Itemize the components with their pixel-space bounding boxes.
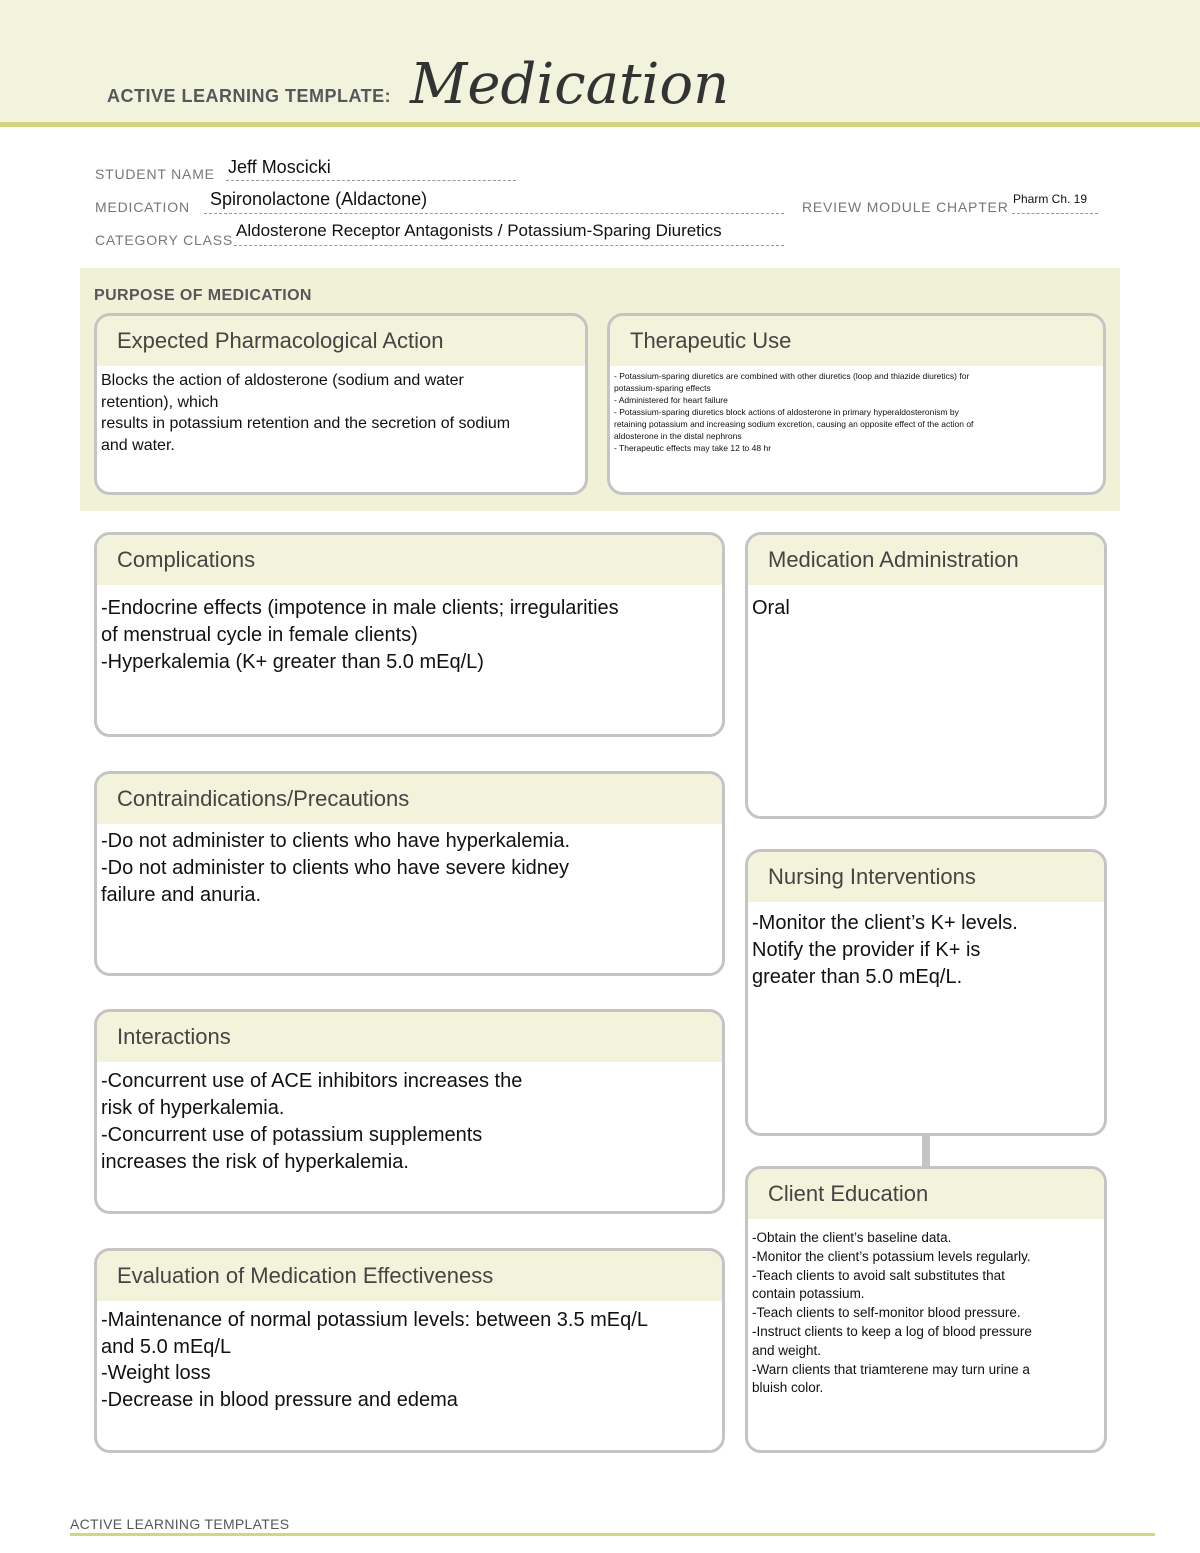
template-label: ACTIVE LEARNING TEMPLATE: <box>107 86 392 106</box>
complications-box <box>94 532 725 737</box>
client-education-line: -Monitor the client’s potassium levels regularly. <box>752 1248 1031 1264</box>
medication-field[interactable]: Spironolactone (Aldactone) <box>210 189 428 209</box>
client-education-line: -Teach clients to self-monitor blood pressure. <box>752 1305 1021 1321</box>
interactions-line: risk of hyperkalemia. <box>101 1097 285 1119</box>
contraindications-line: failure and anuria. <box>101 884 262 906</box>
therapeutic-use-heading: Therapeutic Use <box>610 316 1103 366</box>
footer-rule <box>70 1533 1155 1536</box>
evaluation-line: -Decrease in blood pressure and edema <box>101 1388 458 1411</box>
client-education-line: -Teach clients to avoid salt substitutes that <box>752 1267 1005 1283</box>
therapeutic-use-line: retaining potassium and increasing sodium excretion, causing an opposite effect of the action of <box>614 419 974 429</box>
footer-text: ACTIVE LEARNING TEMPLATES <box>70 1516 290 1532</box>
therapeutic-use-line: aldosterone in the distal nephrons <box>614 431 742 441</box>
therapeutic-use-line: potassium-sparing effects <box>614 383 711 393</box>
therapeutic-use-line: - Therapeutic effects may take 12 to 48 hr <box>614 443 772 453</box>
student-name-label: STUDENT NAME <box>95 166 215 182</box>
box-connector <box>922 1134 930 1166</box>
header-rule <box>0 122 1200 127</box>
expected-action-line: and water. <box>101 436 175 454</box>
interactions-line: -Concurrent use of potassium supplements <box>101 1124 483 1146</box>
evaluation-heading: Evaluation of Medication Effectiveness <box>97 1251 722 1301</box>
category-class-line <box>234 245 784 246</box>
administration-line: Oral <box>752 597 790 619</box>
client-education-line: -Obtain the client’s baseline data. <box>752 1230 952 1245</box>
administration-heading: Medication Administration <box>748 535 1104 585</box>
client-education-line: and weight. <box>752 1342 822 1358</box>
contraindications-box <box>94 771 725 976</box>
expected-action-line: retention), which <box>101 393 219 411</box>
nursing-interventions-line: Notify the provider if K+ is <box>752 939 981 961</box>
category-class-label: CATEGORY CLASS <box>95 232 234 248</box>
nursing-interventions-heading: Nursing Interventions <box>748 852 1104 902</box>
medication-line <box>204 213 784 214</box>
client-education-line: contain potassium. <box>752 1286 865 1302</box>
client-education-heading: Client Education <box>748 1169 1104 1219</box>
evaluation-line: -Maintenance of normal potassium levels: between 3.5 mEq/L <box>101 1309 648 1331</box>
therapeutic-use-line: - Potassium-sparing diuretics are combined with other diuretics (loop and thiazide diuretics) for <box>614 371 970 381</box>
interactions-line: increases the risk of hyperkalemia. <box>101 1151 409 1173</box>
medication-label: MEDICATION <box>95 199 190 215</box>
contraindications-line: -Do not administer to clients who have hyperkalemia. <box>101 830 571 852</box>
administration-box <box>745 532 1107 819</box>
interactions-box <box>94 1009 725 1214</box>
nursing-interventions-line: -Monitor the client’s K+ levels. <box>752 912 1018 934</box>
evaluation-box <box>94 1248 725 1453</box>
evaluation-line: -Weight loss <box>101 1362 211 1384</box>
review-module-field[interactable]: Pharm Ch. 19 <box>1013 192 1088 206</box>
client-education-line: bluish color. <box>752 1380 824 1396</box>
expected-action-line: results in potassium retention and the secretion of sodium <box>101 415 511 432</box>
client-education-line: -Warn clients that triamterene may turn urine a <box>752 1361 1030 1377</box>
purpose-title: PURPOSE OF MEDICATION <box>94 287 312 304</box>
complications-heading: Complications <box>97 535 722 585</box>
interactions-heading: Interactions <box>97 1012 722 1062</box>
review-module-label: REVIEW MODULE CHAPTER <box>802 199 1009 215</box>
nursing-interventions-box <box>745 849 1107 1136</box>
student-name-field[interactable]: Jeff Moscicki <box>228 157 331 177</box>
expected-action-box <box>94 313 588 495</box>
interactions-line: -Concurrent use of ACE inhibitors increases the <box>101 1070 523 1092</box>
student-name-line <box>226 180 516 181</box>
contraindications-line: -Do not administer to clients who have severe kidney <box>101 857 570 879</box>
contraindications-heading: Contraindications/Precautions <box>97 774 722 824</box>
nursing-interventions-line: greater than 5.0 mEq/L. <box>752 966 963 988</box>
category-class-field[interactable]: Aldosterone Receptor Antagonists / Potassium-Sparing Diuretics <box>236 221 722 240</box>
expected-action-heading: Expected Pharmacological Action <box>97 316 585 366</box>
therapeutic-use-box <box>607 313 1106 495</box>
client-education-box <box>745 1166 1107 1453</box>
therapeutic-use-line: - Potassium-sparing diuretics block actions of aldosterone in primary hyperaldosteronism by <box>614 407 959 417</box>
complications-line: -Hyperkalemia (K+ greater than 5.0 mEq/L) <box>101 651 484 673</box>
template-title: Medication <box>410 52 730 117</box>
complications-line: of menstrual cycle in female clients) <box>101 624 418 646</box>
expected-action-line: Blocks the action of aldosterone (sodium and water <box>101 372 464 389</box>
review-module-line <box>1012 213 1098 214</box>
therapeutic-use-line: - Administered for heart failure <box>614 395 728 405</box>
client-education-line: -Instruct clients to keep a log of blood pressure <box>752 1323 1032 1339</box>
complications-line: -Endocrine effects (impotence in male clients; irregularities <box>101 597 619 619</box>
evaluation-line: and 5.0 mEq/L <box>101 1335 232 1358</box>
